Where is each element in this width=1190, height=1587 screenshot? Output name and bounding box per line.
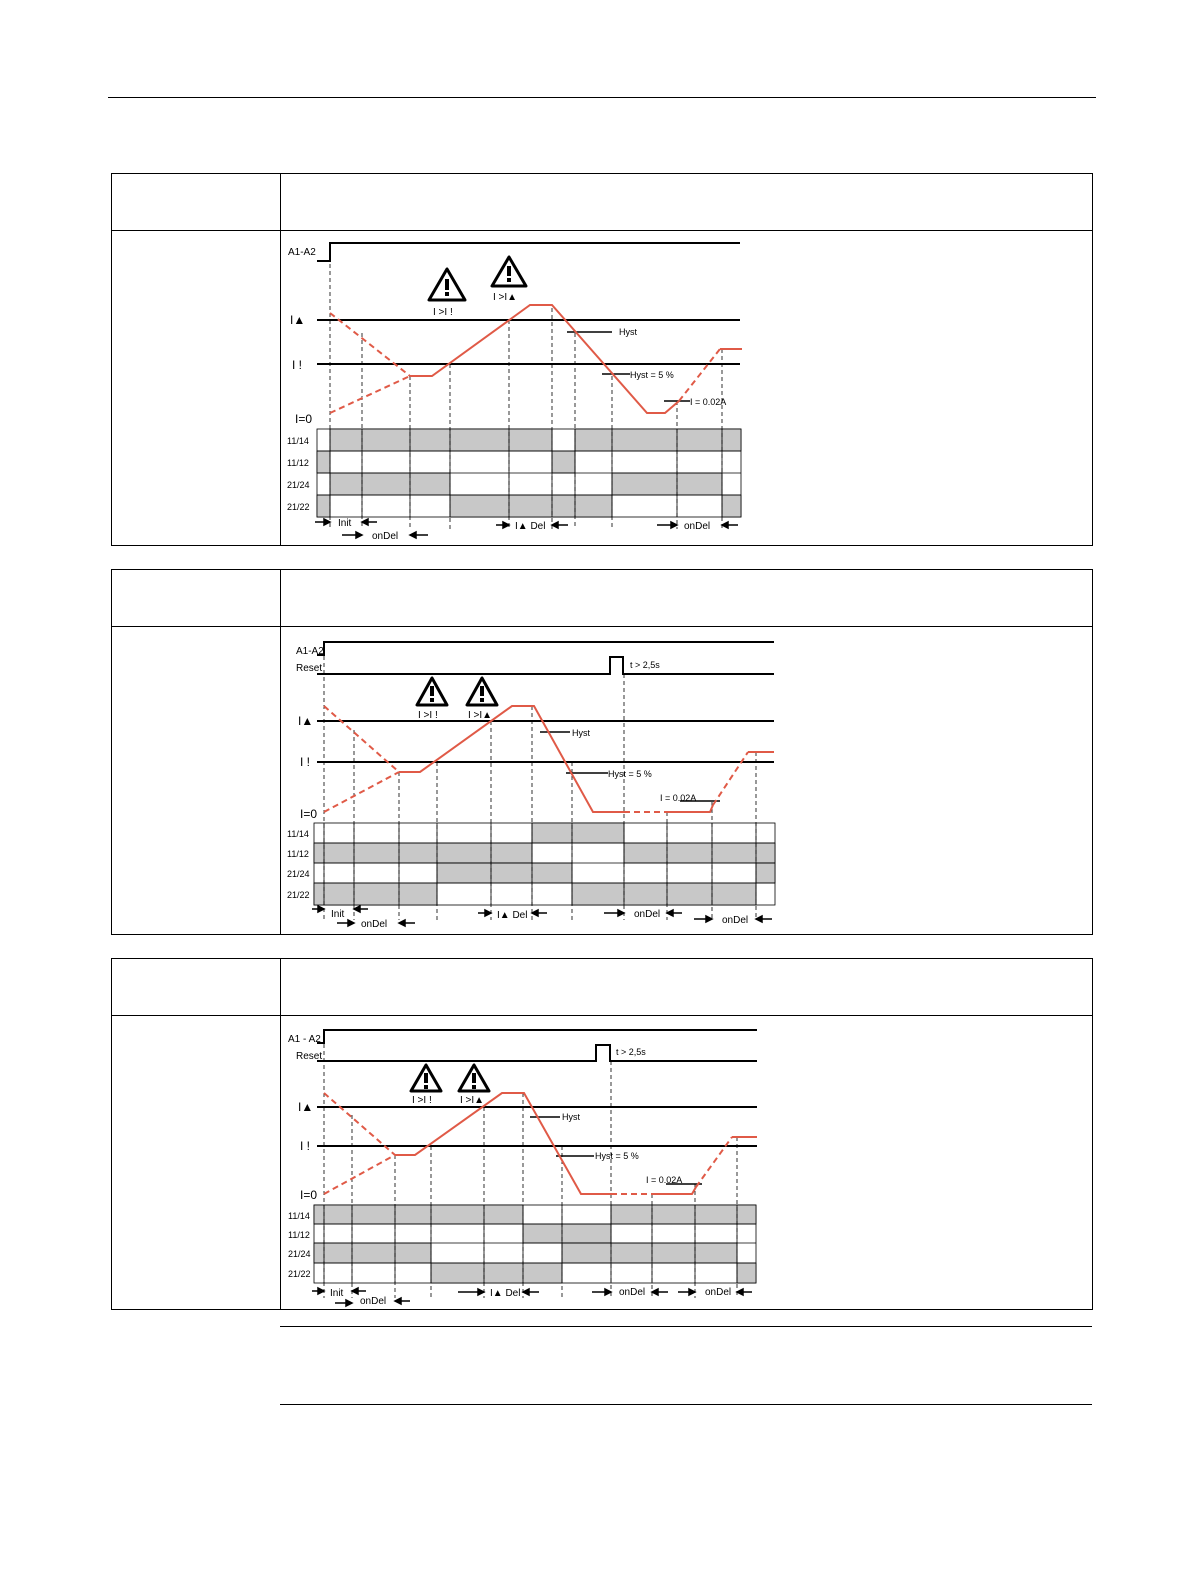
header-rule bbox=[108, 97, 1096, 98]
on-delay-label-2: onDel bbox=[634, 909, 661, 920]
trip-threshold-label: I ! bbox=[292, 358, 303, 372]
contact-label-1: 11/14 bbox=[287, 436, 309, 446]
init-delay-label: Init bbox=[338, 518, 352, 529]
reset-label: Reset bbox=[296, 1051, 323, 1062]
contact-label-2: 11/12 bbox=[288, 1230, 310, 1240]
hyst-label: Hyst bbox=[562, 1112, 580, 1122]
contact-label-4: 21/22 bbox=[287, 890, 310, 900]
note-rule-top bbox=[280, 1326, 1092, 1327]
timing-diagram-1 bbox=[282, 233, 762, 545]
warning-delay-label: I▲ Del bbox=[490, 1288, 521, 1299]
reset-signal-line bbox=[317, 1045, 757, 1061]
warning-threshold-icon bbox=[492, 257, 526, 286]
contact-label-2: 11/12 bbox=[287, 849, 309, 859]
on-delay-label-3: onDel bbox=[722, 915, 749, 926]
trip-sign-label: I >I ! bbox=[412, 1095, 432, 1106]
on-delay-label-2: onDel bbox=[684, 521, 711, 532]
init-delay-label: Init bbox=[330, 1288, 344, 1299]
low-current-label: I = 0.02A bbox=[690, 397, 727, 407]
contact-label-3: 21/24 bbox=[288, 1249, 311, 1259]
warning-sign-label: I >I▲ bbox=[468, 710, 493, 721]
zero-current-label: I=0 bbox=[300, 807, 318, 821]
supply-label: A1-A2 bbox=[288, 247, 316, 258]
contact-label-1: 11/14 bbox=[288, 1211, 310, 1221]
warning-delay-label: I▲ Del bbox=[515, 521, 546, 532]
warning-threshold-label: I▲ bbox=[290, 313, 306, 327]
zero-current-label: I=0 bbox=[295, 412, 313, 426]
on-delay-label-1: onDel bbox=[372, 531, 399, 542]
hyst-label: Hyst bbox=[572, 728, 590, 738]
trip-threshold-label: I ! bbox=[300, 755, 311, 769]
reset-label: Reset bbox=[296, 663, 323, 674]
low-current-label: I = 0.02A bbox=[660, 793, 697, 803]
warning-sign-label: I >I▲ bbox=[493, 292, 518, 303]
supply-signal-line bbox=[317, 1030, 757, 1043]
reset-time-label: t > 2,5s bbox=[630, 660, 660, 670]
supply-label: A1-A2 bbox=[296, 646, 324, 657]
warning-sign-label: I >I▲ bbox=[460, 1095, 485, 1106]
hyst-5-label: Hyst = 5 % bbox=[608, 769, 652, 779]
trip-warning-icon bbox=[411, 1065, 441, 1091]
trip-threshold-label: I ! bbox=[300, 1139, 311, 1153]
on-delay-label-1: onDel bbox=[361, 919, 388, 930]
contact-label-3: 21/24 bbox=[287, 480, 310, 490]
contact-label-2: 11/12 bbox=[287, 458, 309, 468]
contact-label-1: 11/14 bbox=[287, 829, 309, 839]
trip-sign-label: I >I ! bbox=[433, 307, 453, 318]
on-delay-label-2: onDel bbox=[619, 1287, 646, 1298]
warning-threshold-icon bbox=[467, 678, 497, 705]
timing-diagram-2 bbox=[282, 630, 782, 932]
on-delay-label-3: onDel bbox=[705, 1287, 732, 1298]
hyst-5-label: Hyst = 5 % bbox=[595, 1151, 639, 1161]
contact-label-4: 21/22 bbox=[288, 1269, 311, 1279]
trip-warning-icon bbox=[417, 678, 447, 705]
supply-signal-line bbox=[317, 243, 740, 261]
init-delay-label: Init bbox=[331, 909, 345, 920]
hyst-label: Hyst bbox=[619, 327, 637, 337]
timing-diagram-3 bbox=[282, 1018, 762, 1308]
trip-warning-icon bbox=[429, 269, 465, 300]
reset-signal-line bbox=[317, 657, 774, 674]
low-current-label: I = 0.02A bbox=[646, 1175, 683, 1185]
contact-label-4: 21/22 bbox=[287, 502, 310, 512]
supply-signal-line bbox=[317, 642, 774, 655]
on-delay-label-1: onDel bbox=[360, 1296, 387, 1307]
zero-current-label: I=0 bbox=[300, 1188, 318, 1202]
reset-time-label: t > 2,5s bbox=[616, 1047, 646, 1057]
note-rule-bottom bbox=[280, 1404, 1092, 1405]
warning-threshold-label: I▲ bbox=[298, 714, 314, 728]
warning-delay-label: I▲ Del bbox=[497, 910, 528, 921]
warning-threshold-label: I▲ bbox=[298, 1100, 314, 1114]
trip-sign-label: I >I ! bbox=[418, 710, 438, 721]
warning-threshold-icon bbox=[459, 1065, 489, 1091]
supply-label: A1 - A2 bbox=[288, 1034, 321, 1045]
contact-label-3: 21/24 bbox=[287, 869, 310, 879]
hyst-5-label: Hyst = 5 % bbox=[630, 370, 674, 380]
